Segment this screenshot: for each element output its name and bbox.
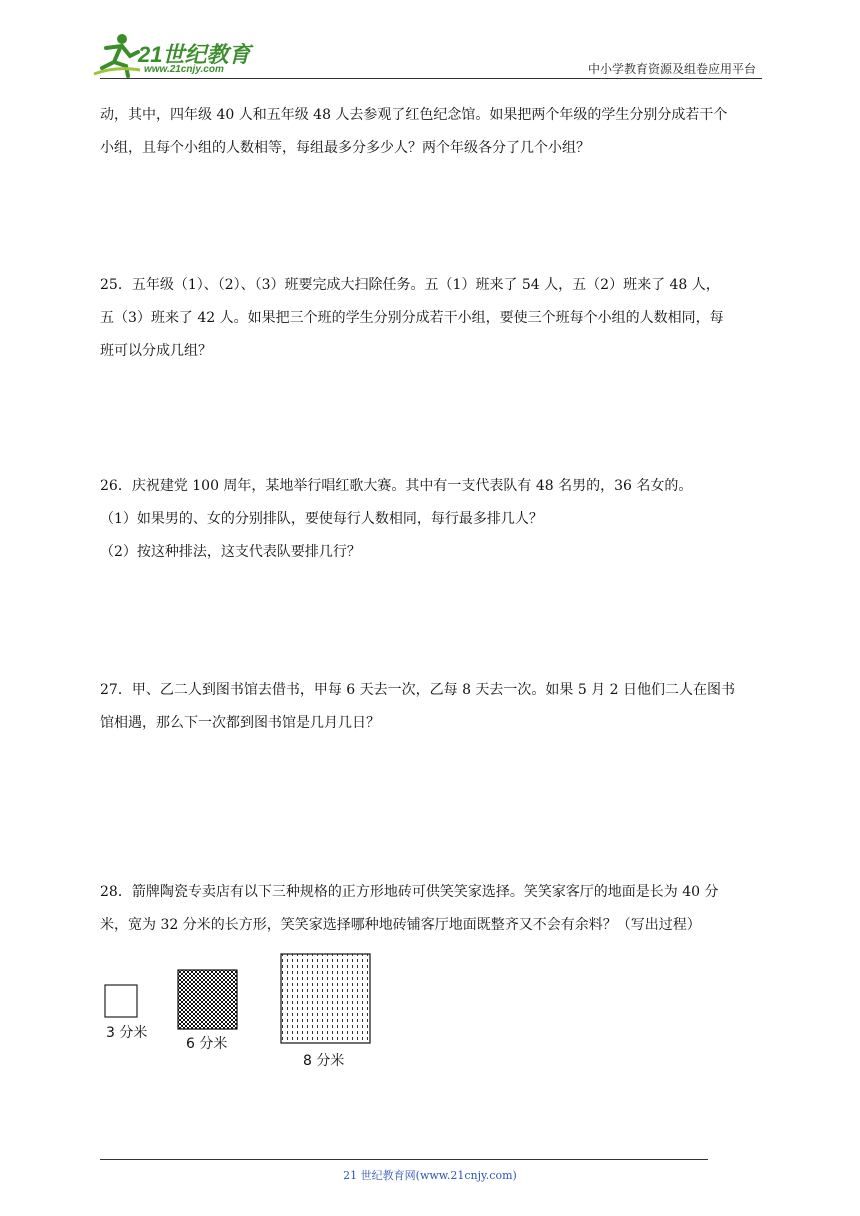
footer-divider bbox=[100, 1159, 708, 1160]
text-line: （1）如果男的、女的分别排队，要使每行人数相同，每行最多排几人？ bbox=[100, 511, 543, 527]
tile-3dm-label: 3 分米 bbox=[106, 1025, 148, 1041]
runner-logo-icon bbox=[92, 30, 142, 80]
text-line: 班可以分成几组？ bbox=[100, 343, 212, 359]
tile-6dm-square bbox=[177, 969, 238, 1030]
footer-link[interactable]: 21 世纪教育网(www.21cnjy.com) bbox=[343, 1169, 517, 1182]
text-line: 小组，且每个小组的人数相等，每组最多分多少人？两个年级各分了几个小组？ bbox=[100, 140, 590, 156]
site-logo bbox=[92, 30, 262, 80]
logo-title: 21世纪教育 bbox=[138, 42, 251, 67]
page-header bbox=[0, 0, 860, 82]
question-27 bbox=[100, 674, 764, 740]
question-26 bbox=[100, 470, 764, 569]
tile-8dm-square bbox=[280, 953, 371, 1044]
tile-6dm-label: 6 分米 bbox=[186, 1036, 228, 1052]
question-25 bbox=[100, 269, 764, 368]
text-line: 米，宽为 32 分米的长方形，笑笑家选择哪种地砖铺客厅地面既整齐又不会有余料？（写出过程） bbox=[100, 917, 701, 933]
text-line: 馆相遇，那么下一次都到图书馆是几月几日？ bbox=[100, 715, 380, 731]
text-line: 26．庆祝建党 100 周年，某地举行唱红歌大赛。其中有一支代表队有 48 名男的，36 名女的。 bbox=[100, 478, 693, 494]
text-line: 27．甲、乙二人到图书馆去借书，甲每 6 天去一次，乙每 8 天去一次。如果 5 月 2 日他们二人在图书 bbox=[100, 682, 736, 698]
question-24-continued bbox=[100, 99, 764, 165]
text-line: 28．箭牌陶瓷专卖店有以下三种规格的正方形地砖可供笑笑家选择。笑笑家客厅的地面是长为 40 分 bbox=[100, 884, 719, 900]
text-line: 五（3）班来了 42 人。如果把三个班的学生分别分成若干小组，要使三个班每个小组的人数相同，每 bbox=[100, 310, 724, 326]
text-line: 25．五年级（1）、（2）、（3）班要完成大扫除任务。五（1）班来了 54 人，五（2）班来了 48 人， bbox=[100, 277, 720, 293]
text-line: （2）按这种排法，这支代表队要排几行？ bbox=[100, 544, 361, 560]
tile-3dm-square bbox=[104, 984, 138, 1018]
logo-url: www.21cnjy.com bbox=[144, 64, 224, 75]
question-28 bbox=[100, 876, 764, 942]
text-line: 动，其中，四年级 40 人和五年级 48 人去参观了红色纪念馆。如果把两个年级的学生分别分成若干个 bbox=[100, 107, 728, 123]
site-tagline: 中小学教育资源及组卷应用平台 bbox=[587, 62, 756, 76]
tile-8dm-label: 8 分米 bbox=[303, 1053, 345, 1069]
header-divider bbox=[100, 78, 762, 79]
